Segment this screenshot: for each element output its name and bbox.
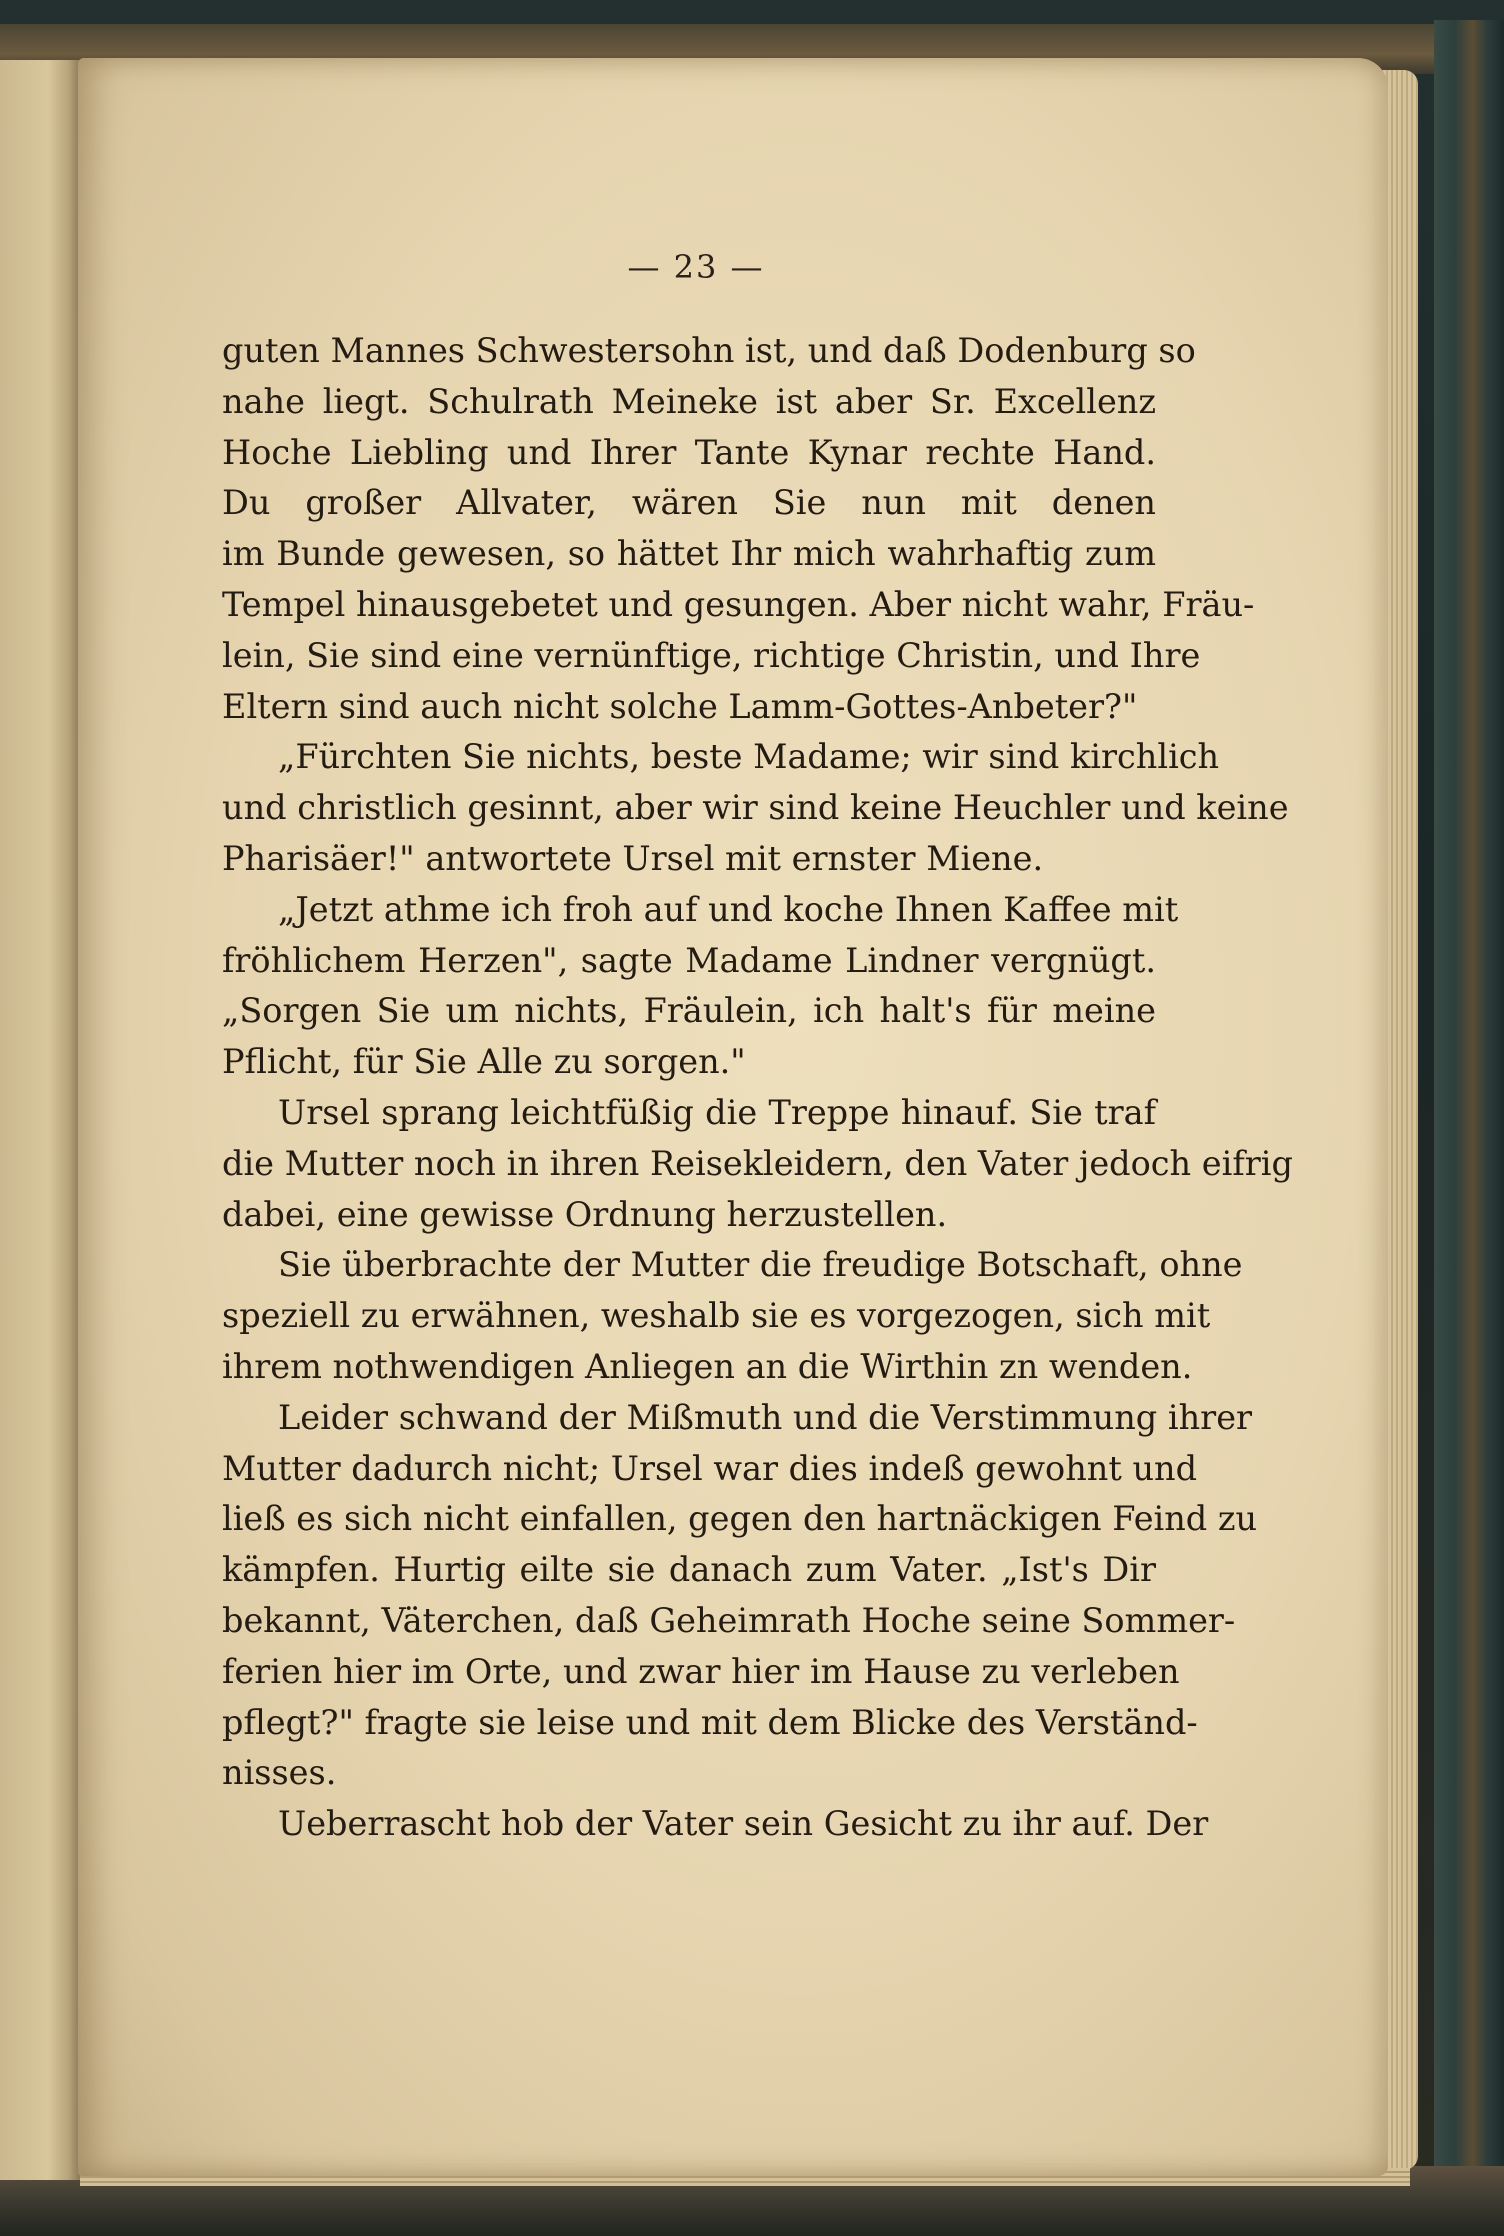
text-line: ferien hier im Orte, und zwar hier im Hause zu verleben (222, 1651, 1180, 1691)
text-line: im Bunde gewesen, so hättet Ihr mich wahrhaftig zum (222, 534, 1156, 574)
text-line: Leider schwand der Mißmuth und die Verstimmung ihrer (278, 1397, 1253, 1437)
text-line: Sie überbrachte der Mutter die freudige Botschaft, ohne (278, 1245, 1243, 1285)
text-line: ihrem nothwendigen Anliegen an die Wirthin zn wenden. (222, 1346, 1193, 1386)
text-line: „Sorgen Sie um nichts, Fräulein, ich halt's für meine (222, 991, 1156, 1031)
text-line: Pharisäer!" antwortete Ursel mit ernster Miene. (222, 838, 1044, 878)
text-line: und christlich gesinnt, aber wir sind keine Heuchler und keine (222, 788, 1289, 828)
text-line: Hoche Liebling und Ihrer Tante Kynar rechte Hand. (222, 432, 1156, 472)
text-line: Pflicht, für Sie Alle zu sorgen." (222, 1042, 746, 1082)
text-line: bekannt, Väterchen, daß Geheimrath Hoche seine Sommer- (222, 1600, 1236, 1640)
text-line: die Mutter noch in ihren Reisekleidern, den Vater jedoch eifrig (222, 1143, 1293, 1183)
book-cover-right-edge (1434, 20, 1504, 2220)
text-line: lein, Sie sind eine vernünftige, richtige Christin, und Ihre (222, 635, 1201, 675)
text-line: Eltern sind auch nicht solche Lamm-Gottes-Anbeter?" (222, 686, 1138, 726)
text-line: „Fürchten Sie nichts, beste Madame; wir sind kirchlich (278, 737, 1220, 777)
text-line: nahe liegt. Schulrath Meineke ist aber Sr. Excellenz (222, 381, 1156, 421)
text-line: speziell zu erwähnen, weshalb sie es vorgezogen, sich mit (222, 1296, 1211, 1336)
text-line: Du großer Allvater, wären Sie nun mit denen (222, 483, 1156, 523)
text-line: dabei, eine gewisse Ordnung herzustellen. (222, 1194, 948, 1234)
text-line: pflegt?" fragte sie leise und mit dem Blicke des Verständ- (222, 1702, 1198, 1742)
text-line: ließ es sich nicht einfallen, gegen den hartnäckigen Feind zu (222, 1499, 1258, 1539)
text-line: kämpfen. Hurtig eilte sie danach zum Vater. „Ist's Dir (222, 1550, 1156, 1590)
left-page-edge (0, 60, 80, 2180)
text-line: Mutter dadurch nicht; Ursel war dies indeß gewohnt und (222, 1448, 1198, 1488)
text-line: Tempel hinausgebetet und gesungen. Aber nicht wahr, Fräu- (222, 584, 1255, 624)
text-line: nisses. (222, 1753, 337, 1793)
body-text (222, 326, 1293, 1850)
page-number: — 23 — (627, 248, 765, 286)
text-line: fröhlichem Herzen", sagte Madame Lindner vergnügt. (222, 940, 1156, 980)
text-line: Ursel sprang leichtfüßig die Treppe hinauf. Sie traf (278, 1092, 1156, 1132)
text-line: guten Mannes Schwestersohn ist, und daß Dodenburg so (222, 331, 1196, 370)
text-line: „Jetzt athme ich froh auf und koche Ihnen Kaffee mit (278, 889, 1179, 929)
text-line: Ueberrascht hob der Vater sein Gesicht zu ihr auf. Der (278, 1804, 1209, 1844)
